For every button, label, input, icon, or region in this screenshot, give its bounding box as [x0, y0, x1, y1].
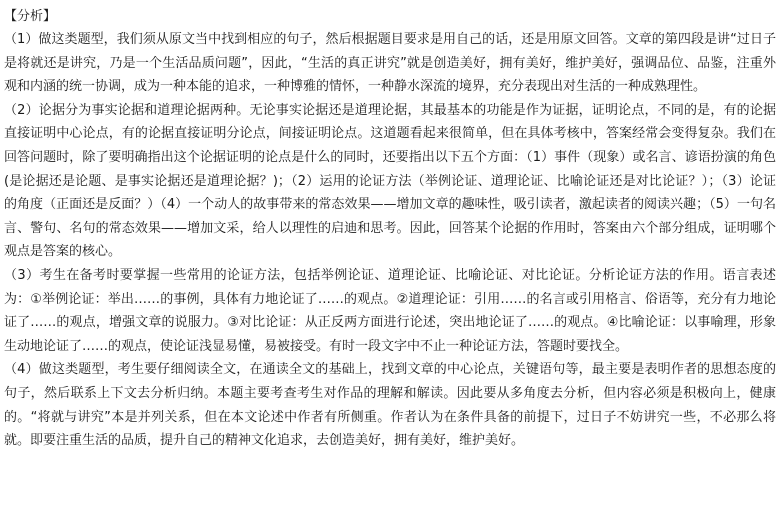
- analysis-paragraph-2: （2）论据分为事实论据和道理论据两种。无论事实论据还是道理论据，其最基本的功能是作为证据，证明论点，不同的是，有的论据直接证明中心论点，有的论据直接证明分论点，间接证明论点。这道题看起来很简单，但在具体考核中，答案经常会变得复杂。我们在回答问题时，除了要明确指出这个论据证明的论点是什么的同时，还要指出以下五个方面：（1）事件（现象）或名言、谚语扮演的角色(是论据还是论题、是事实论据还是道理论据？)；（2）运用的论证方法（举例论证、道理论证、比喻论证还是对比论证？）；（3）论证的角度（正面还是反面？）（4）一个动人的故事带来的常态效果——增加文章的趣味性，吸引读者，激起读者的阅读兴趣；（5）一句名言、警句、名句的常态效果——增加文采，给人以理性的启迪和思考。因此，回答某个论据的作用时，答案由六个部分组成，证明哪个观点是答案的核心。: [4, 102, 776, 260]
- analysis-paragraph-1: （1）做这类题型，我们须从原文当中找到相应的句子，然后根据题目要求是用自己的话，还是用原文回答。文章的第四段是讲“过日子是将就还是讲究，乃是一个生活品质问题”，因此，“生活的真正讲究”就是创造美好，拥有美好，维护美好，强调品位、品鉴，注重外观和内涵的统一协调，成为一种本能的追求，一种博雅的情怀，一种静水深流的境界，充分表现出对生活的一种成熟理性。: [4, 32, 776, 95]
- section-heading: 【分析】: [4, 9, 57, 24]
- analysis-paragraph-3: （3）考生在备考时要掌握一些常用的论证方法，包括举例论证、道理论证、比喻论证、对比论证。分析论证方法的作用。语言表述为：①举例论证：举出……的事例，具体有力地论证了……的观点。②道理论证：引用……的名言或引用格言、俗语等，充分有力地论证了……的观点，增强文章的说服力。③对比论证：从正反两方面进行论述，突出地论证了……的观点。④比喻论证：以事喻理，形象生动地论证了……的观点，使论证浅显易懂，易被接受。有时一段文字中不止一种论证方法，答题时要找全。: [4, 267, 776, 354]
- analysis-document: [4, 6, 776, 453]
- analysis-paragraph-4: （4）做这类题型，考生要仔细阅读全文，在通读全文的基础上，找到文章的中心论点，关键语句等，最主要是表明作者的思想态度的句子，然后联系上下文去分析归纳。本题主要考查考生对作品的理解和解读。因此要从多角度去分析，但内容必须是积极向上，健康的。“将就与讲究”本是并列关系，但在本文论述中作者有所侧重。作者认为在条件具备的前提下，过日子不妨讲究一些，不必那么将就。即要注重生活的品质，提升自己的精神文化追求，去创造美好，拥有美好，维护美好。: [4, 362, 776, 449]
